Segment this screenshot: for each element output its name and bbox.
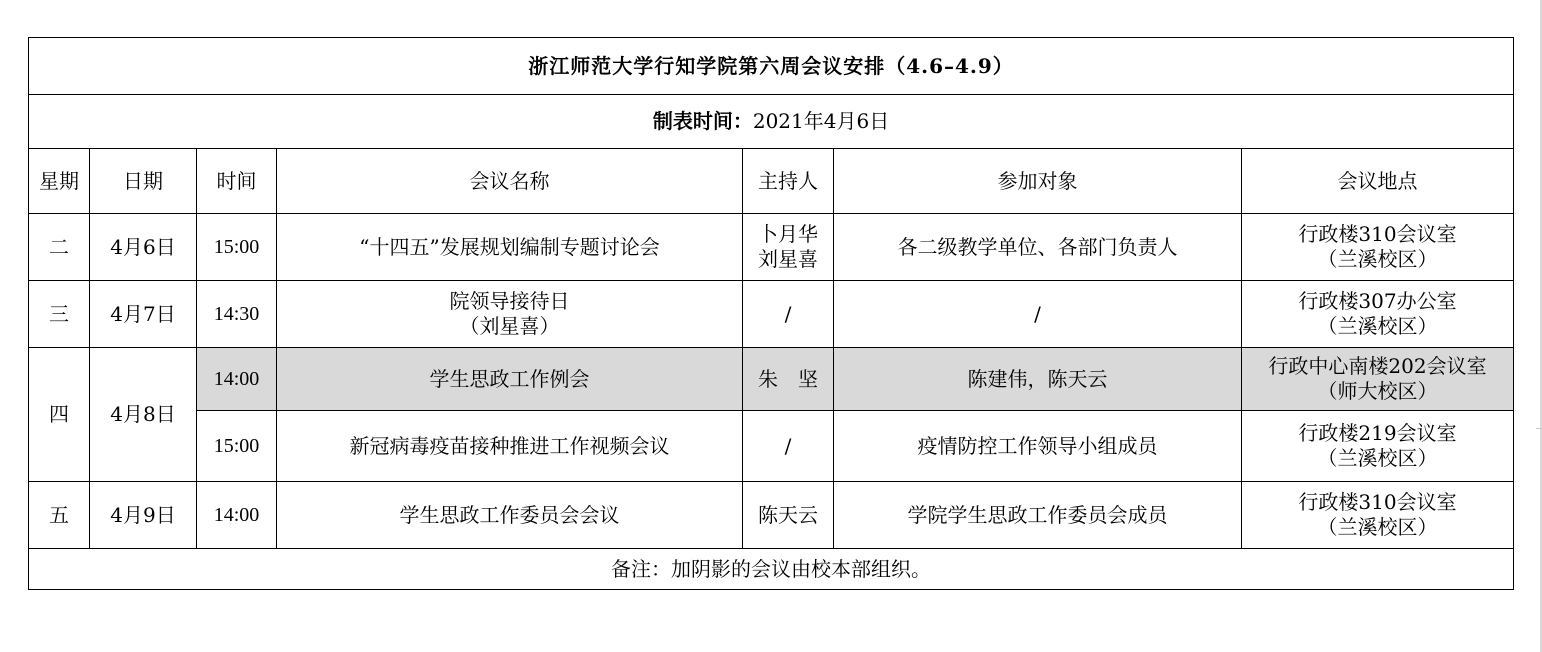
host-name: 朱 坚 [758,366,818,391]
date-cell: 4月7日 [90,281,197,348]
location-campus: （兰溪校区） [1317,446,1438,470]
prepared-date-label: 制表时间： [652,109,753,133]
location-campus: （兰溪校区） [1317,247,1438,271]
attendees-cell: 学院学生思政工作委员会成员 [834,482,1242,549]
location-room: 行政楼219会议室 [1298,421,1457,445]
meeting-name: 院领导接待日 [449,289,570,313]
location-campus: （兰溪校区） [1317,314,1438,338]
table-note: 备注：加阴影的会议由校本部组织。 [29,549,1514,590]
date-cell: 4月9日 [90,482,197,549]
location-cell [1242,281,1514,348]
meeting-subtitle: （刘星喜） [459,314,560,338]
time-cell: 15:00 [197,411,277,482]
header-time: 时间 [197,149,277,214]
meeting-cell [277,482,743,549]
meeting-name: 学生思政工作委员会会议 [399,502,620,527]
header-weekday: 星期 [29,149,90,214]
meeting-name: “十四五”发展规划编制专题讨论会 [359,234,660,259]
host-name: / [784,301,792,326]
host-name: 卜月华 [758,222,818,246]
scroll-tick [1536,428,1542,429]
attendees-cell: 陈建伟，陈天云 [834,348,1242,411]
location-room: 行政楼307办公室 [1298,289,1457,313]
host-cell [743,482,834,549]
location-cell [1242,348,1514,411]
time-cell: 14:30 [197,281,277,348]
meeting-name: 学生思政工作例会 [429,366,590,391]
weekday-cell: 四 [29,348,90,482]
meeting-schedule-table [28,37,1514,590]
host-name: 陈天云 [758,502,818,527]
host-name: / [784,433,792,458]
host-name: 刘星喜 [758,247,818,271]
table-row [29,281,1514,348]
weekday-cell: 二 [29,214,90,281]
meeting-cell [277,348,743,411]
host-cell [743,214,834,281]
date-cell: 4月6日 [90,214,197,281]
time-cell: 14:00 [197,348,277,411]
location-cell [1242,411,1514,482]
time-cell: 14:00 [197,482,277,549]
table-row [29,482,1514,549]
attendees-cell: 各二级教学单位、各部门负责人 [834,214,1242,281]
header-attendees: 参加对象 [834,149,1242,214]
host-cell [743,411,834,482]
header-date: 日期 [90,149,197,214]
time-cell: 15:00 [197,214,277,281]
table-row [29,214,1514,281]
location-campus: （师大校区） [1317,379,1438,403]
weekday-cell: 三 [29,281,90,348]
meeting-cell [277,214,743,281]
host-cell [743,281,834,348]
location-cell [1242,482,1514,549]
location-room: 行政中心南楼202会议室 [1268,354,1487,378]
attendees-cell: / [834,281,1242,348]
meeting-cell [277,411,743,482]
meeting-name: 新冠病毒疫苗接种推进工作视频会议 [349,433,670,458]
host-cell [743,348,834,411]
meeting-cell [277,281,743,348]
location-cell [1242,214,1514,281]
location-campus: （兰溪校区） [1317,515,1438,539]
attendees-cell: 疫情防控工作领导小组成员 [834,411,1242,482]
schedule-title: 浙江师范大学行知学院第六周会议安排（4.6–4.9） [29,38,1514,95]
weekday-cell: 五 [29,482,90,549]
table-row [29,348,1514,411]
table-row [29,411,1514,482]
header-meeting-name: 会议名称 [277,149,743,214]
location-room: 行政楼310会议室 [1298,490,1457,514]
header-location: 会议地点 [1242,149,1514,214]
prepared-date [29,95,1514,149]
date-cell: 4月8日 [90,348,197,482]
prepared-date-value: 2021年4月6日 [752,109,890,133]
header-host: 主持人 [743,149,834,214]
location-room: 行政楼310会议室 [1298,222,1457,246]
